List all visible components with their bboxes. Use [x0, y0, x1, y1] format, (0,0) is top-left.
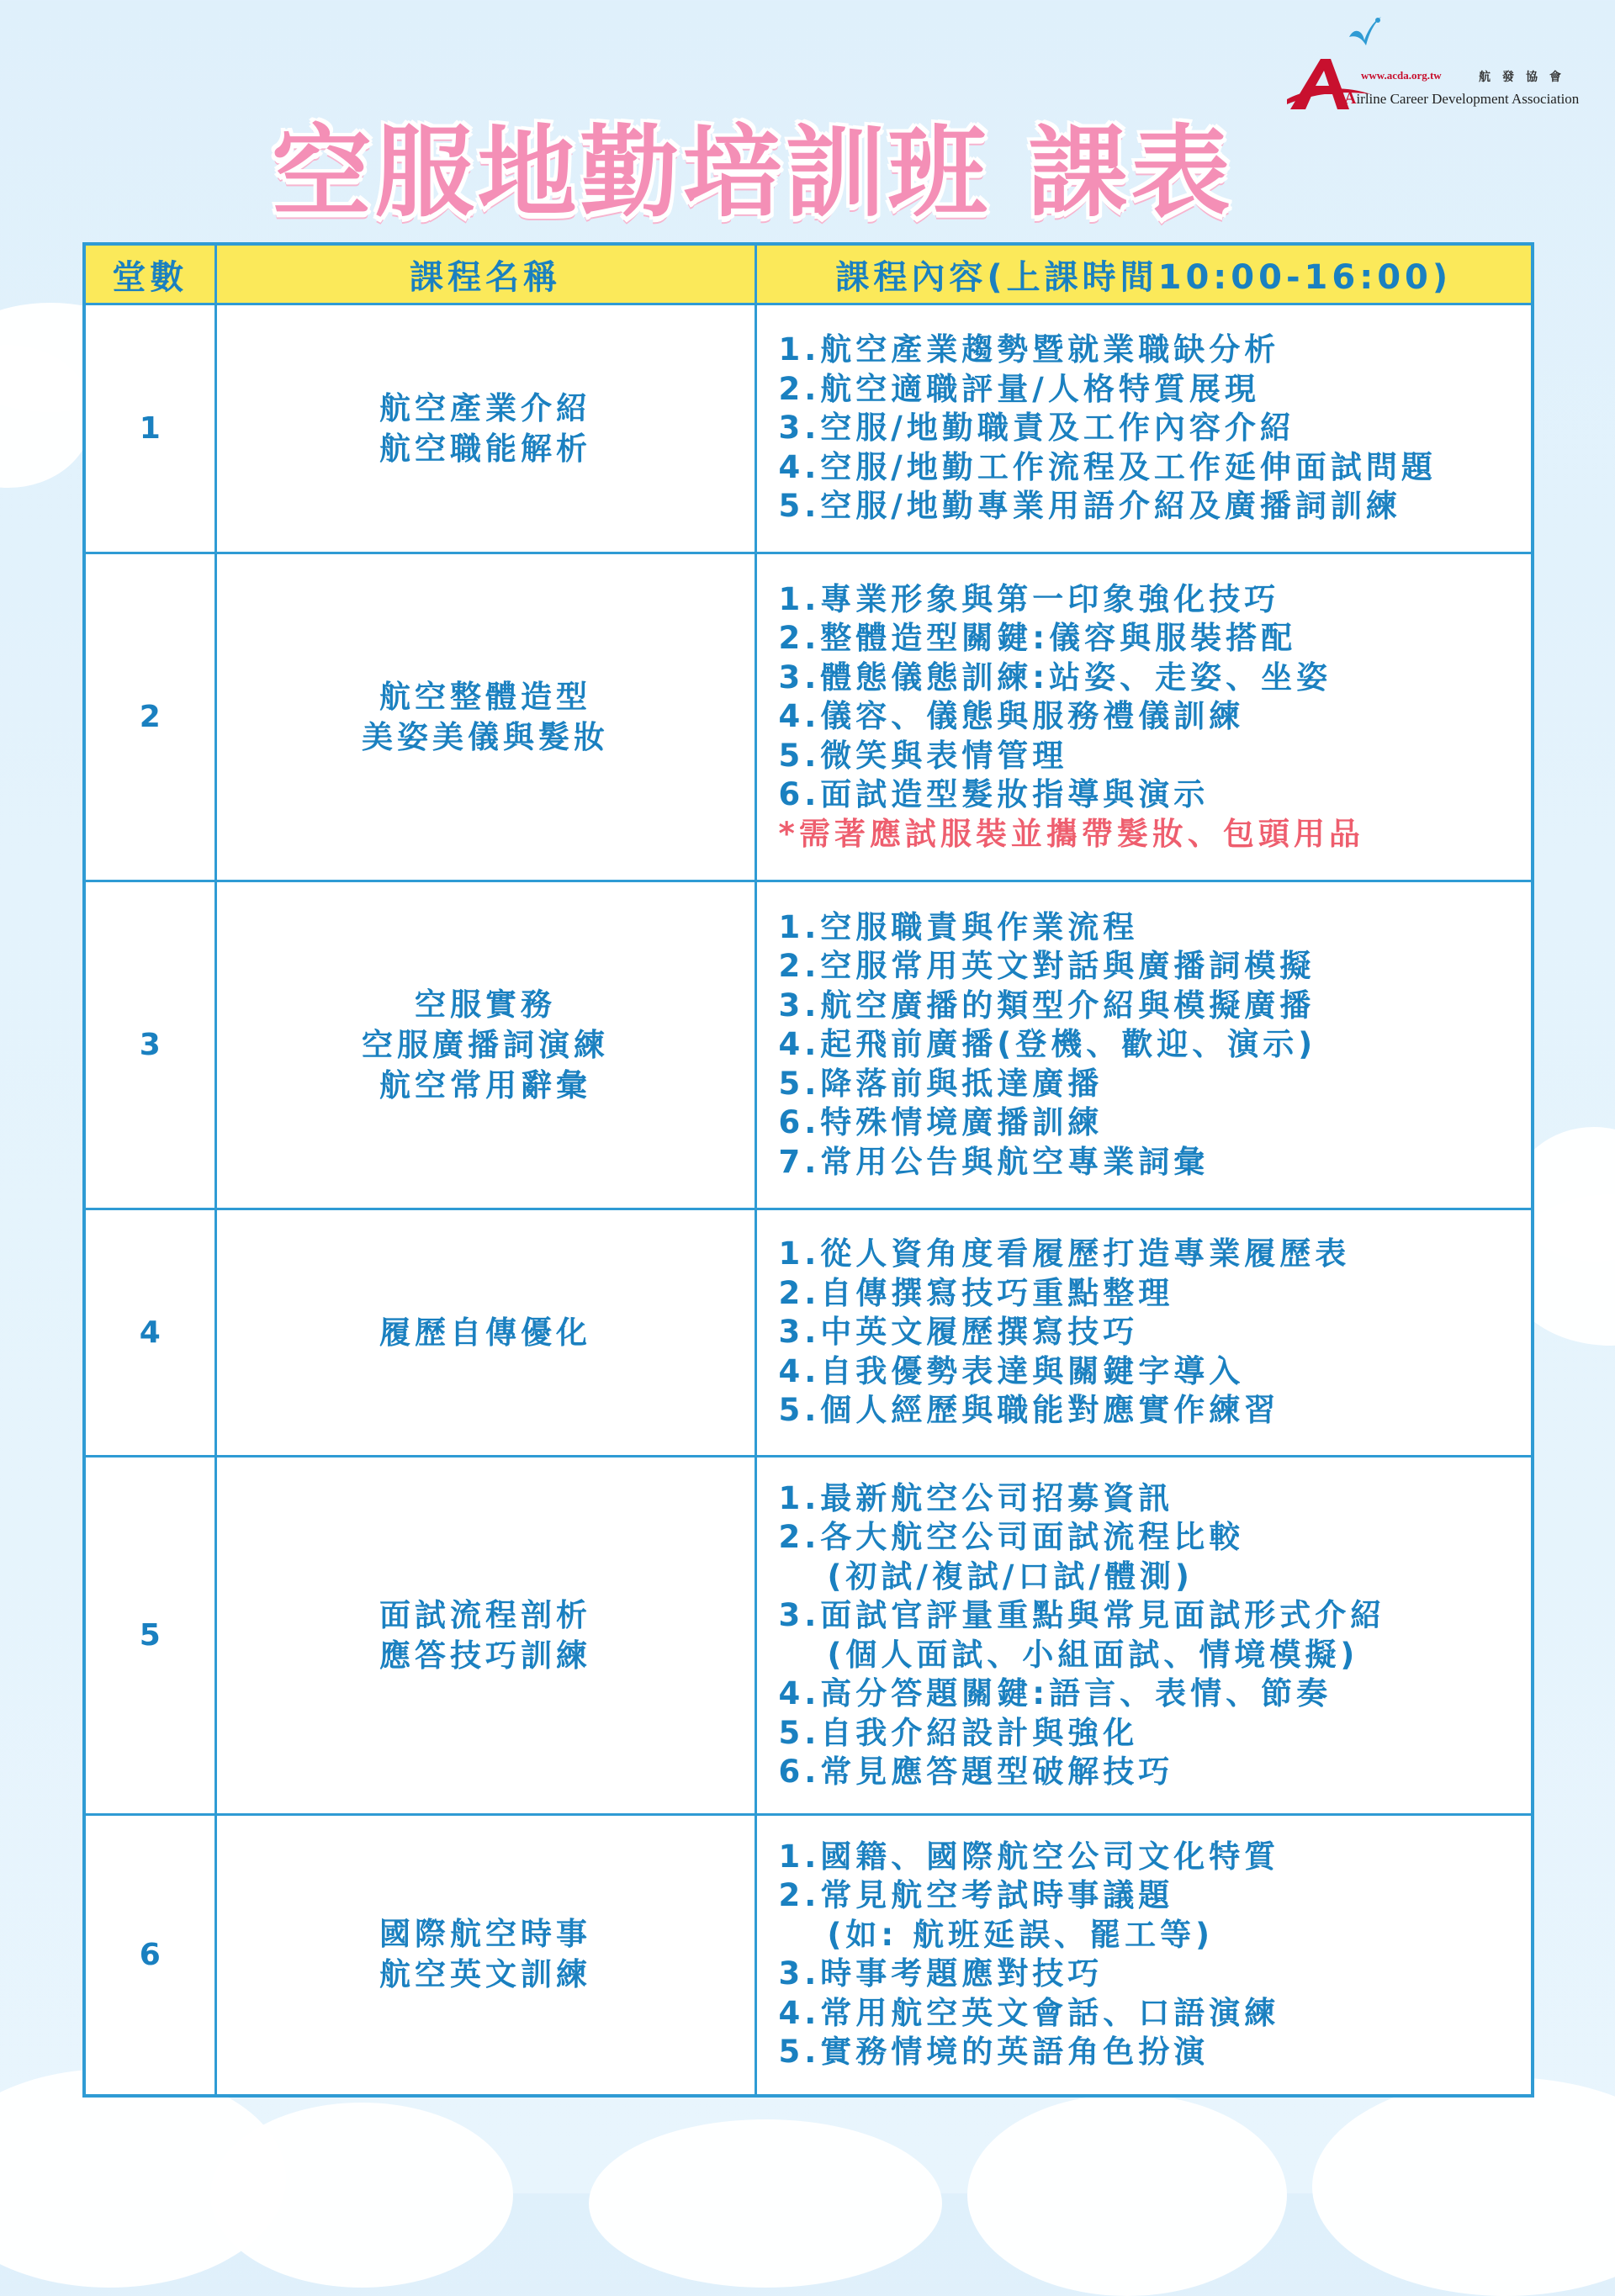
course-content-item: 2.常見航空考試時事議題	[778, 1877, 1174, 1914]
session-number: 5	[84, 1457, 215, 1815]
logo-url: www.acda.org.tw	[1361, 69, 1442, 82]
course-name-line: 航空產業介紹	[379, 389, 591, 426]
header-course-content: 課程內容(上課時間10:00-16:00)	[755, 244, 1533, 304]
table-row	[84, 1457, 1533, 1815]
course-name-cell	[215, 553, 755, 881]
header-session-count: 堂數	[84, 244, 215, 304]
table-row	[84, 553, 1533, 881]
course-name-line: 航空整體造型	[379, 678, 591, 715]
course-content-item: 1.專業形象與第一印象強化技巧	[778, 580, 1280, 617]
header-course-name: 課程名稱	[215, 244, 755, 304]
course-content-cell	[755, 553, 1533, 881]
course-name-line: 空服實務	[415, 986, 556, 1023]
course-content-item: 4.起飛前廣播(登機、歡迎、演示)	[778, 1026, 1317, 1063]
course-content-item: 6.常見應答題型破解技巧	[778, 1754, 1174, 1790]
cloud-decoration	[589, 2119, 942, 2288]
course-name-line: 國際航空時事	[379, 1916, 591, 1953]
session-number: 6	[84, 1815, 215, 2096]
course-name-line: 面試流程剖析	[379, 1596, 591, 1633]
course-name-line: 空服廣播詞演練	[362, 1026, 609, 1063]
course-content-cell	[755, 304, 1533, 553]
session-number: 4	[84, 1209, 215, 1457]
course-content-item: 4.空服/地勤工作流程及工作延伸面試問題	[778, 448, 1437, 485]
course-content-cell	[755, 1457, 1533, 1815]
logo-chinese-name: 航發協會	[1479, 71, 1573, 84]
course-content-item: 1.最新航空公司招募資訊	[778, 1479, 1174, 1516]
course-content-item: (如: 航班延誤、罷工等)	[827, 1916, 1214, 1953]
course-content-item: 4.儀容、儀態與服務禮儀訓練	[778, 698, 1245, 735]
course-note: *需著應試服裝並攜帶髮妝、包頭用品	[778, 815, 1364, 852]
table-row	[84, 304, 1533, 553]
acda-logo	[1287, 12, 1590, 108]
course-content-item: 3.面試官評量重點與常見面試形式介紹	[778, 1597, 1386, 1633]
session-number: 3	[84, 881, 215, 1209]
course-name-line: 航空職能解析	[379, 430, 591, 467]
course-name-cell	[215, 1815, 755, 2096]
course-content-item: 5.實務情境的英語角色扮演	[778, 2034, 1210, 2071]
bird-icon	[1342, 12, 1385, 54]
course-content-item: 3.航空廣播的類型介紹與模擬廣播	[778, 987, 1316, 1024]
course-content-item: 1.從人資角度看履歷打造專業履歷表	[778, 1235, 1351, 1272]
course-content-item: 3.時事考題應對技巧	[778, 1955, 1104, 1992]
logo-english-initial: A	[1344, 89, 1357, 108]
course-content-item: 5.個人經歷與職能對應實作練習	[778, 1392, 1280, 1429]
session-number: 2	[84, 553, 215, 881]
cloud-decoration	[1312, 2077, 1615, 2296]
course-content-item: 7.常用公告與航空專業詞彙	[778, 1143, 1210, 1180]
course-content-cell	[755, 1815, 1533, 2096]
course-content-item: 2.各大航空公司面試流程比較	[778, 1519, 1245, 1555]
course-content-item: 2.航空適職評量/人格特質展現	[778, 370, 1260, 407]
course-name-cell	[215, 304, 755, 553]
course-name-line: 應答技巧訓練	[379, 1637, 591, 1674]
course-name-cell	[215, 881, 755, 1209]
course-content-item: 4.自我優勢表達與關鍵字導入	[778, 1352, 1245, 1389]
course-content-item: 6.面試造型髮妝指導與演示	[778, 776, 1210, 813]
course-name-line: 美姿美儀與髮妝	[362, 718, 609, 755]
cloud-decoration	[210, 2103, 513, 2288]
course-content-item: 2.整體造型關鍵:儀容與服裝搭配	[778, 620, 1297, 657]
course-content-item: 2.自傳撰寫技巧重點整理	[778, 1274, 1174, 1311]
logo-english-rest: irline Career Development Association	[1356, 91, 1580, 107]
session-number: 1	[84, 304, 215, 553]
course-content-item: 4.常用航空英文會話、口語演練	[778, 1994, 1280, 2031]
course-content-item: 6.特殊情境廣播訓練	[778, 1104, 1104, 1141]
course-content-item: (初試/複試/口試/體測)	[827, 1558, 1194, 1595]
course-name-line: 履歷自傳優化	[379, 1314, 591, 1351]
course-content-item: (個人面試、小組面試、情境模擬)	[827, 1636, 1359, 1673]
cloud-decoration	[967, 2094, 1287, 2296]
schedule-table	[82, 242, 1534, 2098]
course-name-cell	[215, 1209, 755, 1457]
course-content-item: 5.自我介紹設計與強化	[778, 1714, 1139, 1751]
course-name-line: 航空常用辭彙	[379, 1066, 591, 1103]
course-content-item: 2.空服常用英文對話與廣播詞模擬	[778, 948, 1316, 985]
course-content-item: 1.國籍、國際航空公司文化特質	[778, 1838, 1280, 1875]
course-name-line: 航空英文訓練	[379, 1956, 591, 1993]
table-header-row	[84, 244, 1533, 304]
course-content-item: 3.空服/地勤職責及工作內容介紹	[778, 410, 1295, 447]
course-content-item: 5.空服/地勤專業用語介紹及廣播詞訓練	[778, 488, 1401, 525]
course-content-item: 4.高分答題關鍵:語言、表情、節奏	[778, 1675, 1332, 1711]
course-content-item: 3.中英文履歷撰寫技巧	[778, 1314, 1139, 1351]
course-name-cell	[215, 1457, 755, 1815]
table-row	[84, 1815, 1533, 2096]
course-content-item: 1.空服職責與作業流程	[778, 908, 1139, 945]
table-row	[84, 1209, 1533, 1457]
course-content-item: 1.航空產業趨勢暨就業職缺分析	[778, 331, 1280, 368]
course-content-item: 5.降落前與抵達廣播	[778, 1065, 1104, 1102]
course-content-cell	[755, 881, 1533, 1209]
page-title: 空服地勤培訓班 課表	[272, 114, 1234, 230]
table-row	[84, 881, 1533, 1209]
course-content-item: 3.體態儀態訓練:站姿、走姿、坐姿	[778, 659, 1332, 696]
course-content-cell	[755, 1209, 1533, 1457]
course-content-item: 5.微笑與表情管理	[778, 737, 1068, 774]
